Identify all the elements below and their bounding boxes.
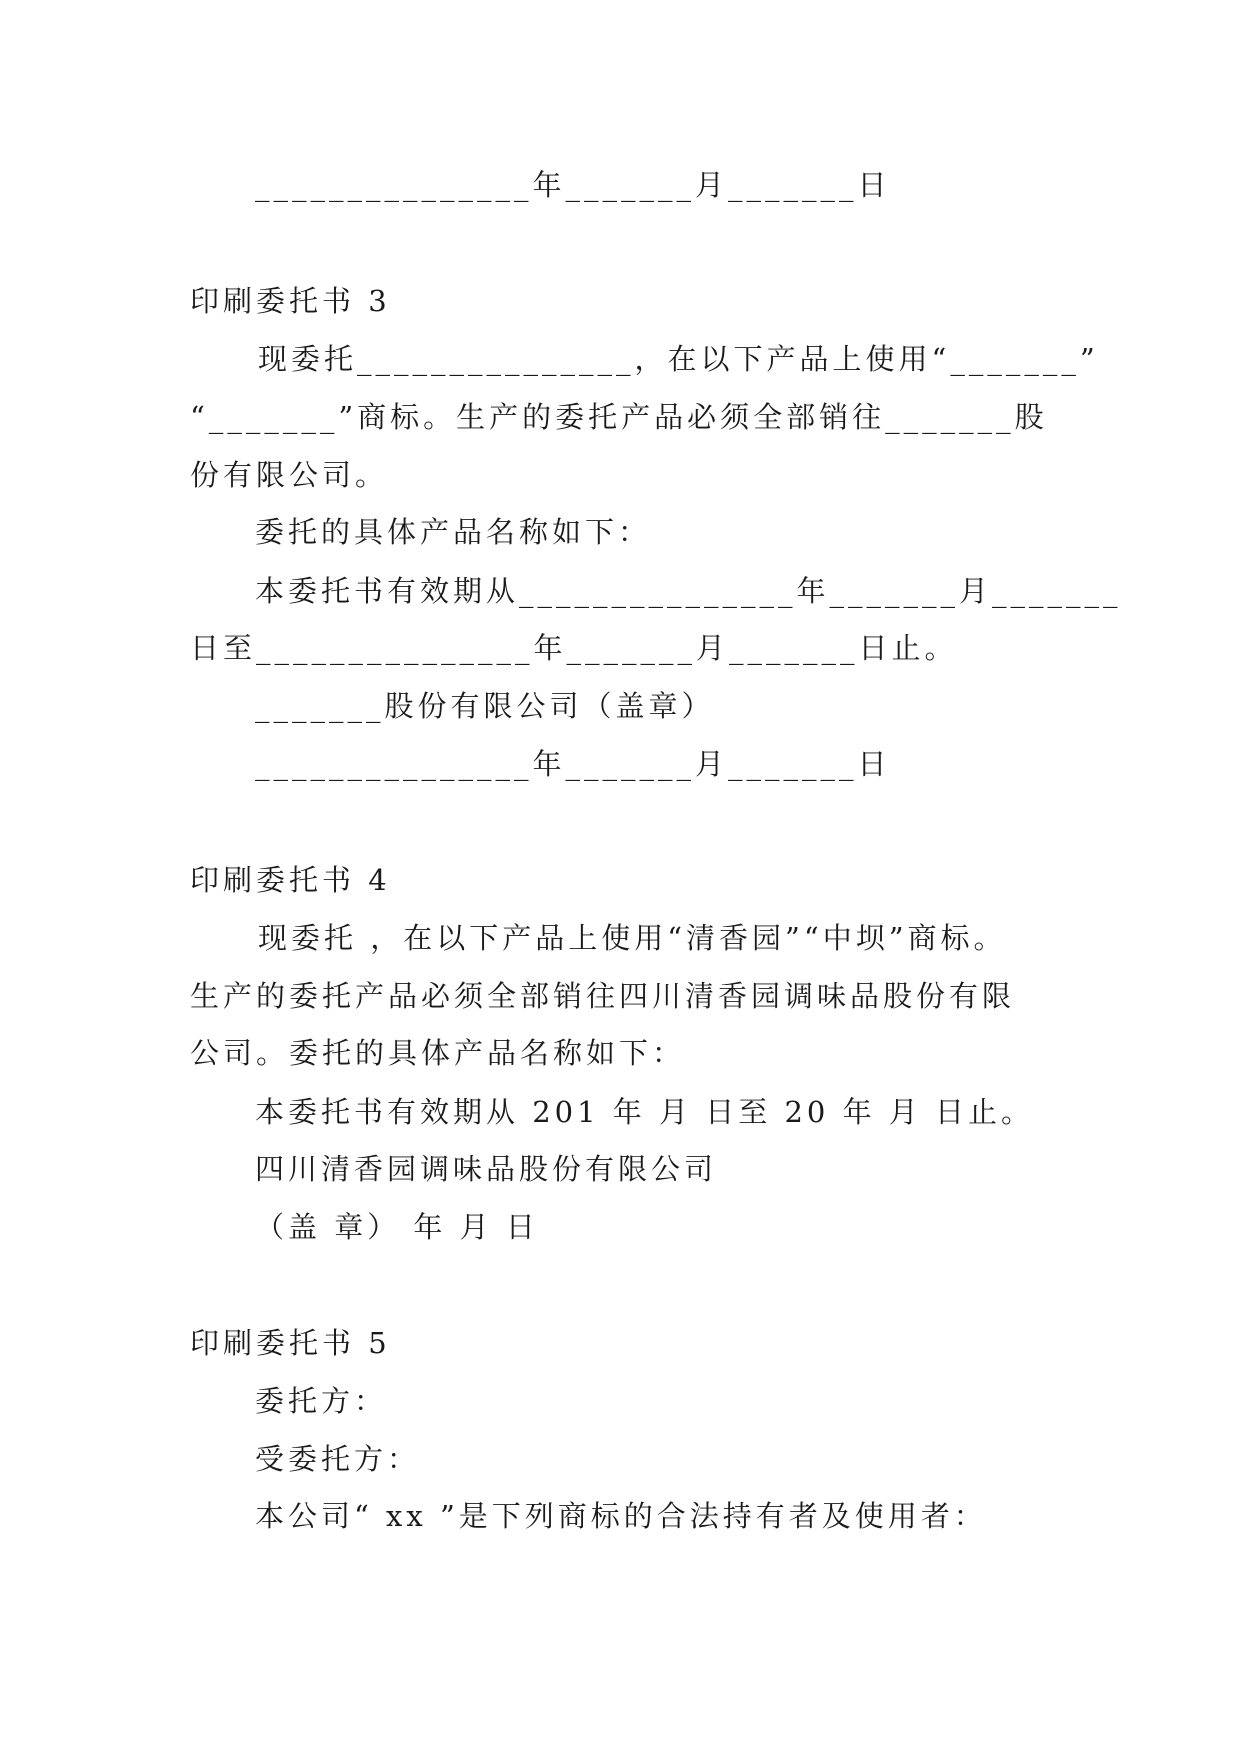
paragraph-line: 委托方： bbox=[255, 1384, 388, 1418]
section-heading: 印刷委托书 4 bbox=[190, 863, 391, 897]
paragraph-line: 受委托方： bbox=[255, 1442, 421, 1476]
paragraph-line: 本委托书有效期从_______________年_______月_______ bbox=[255, 574, 1122, 608]
paragraph-line: 本委托书有效期从 201 年 月 日至 20 年 月 日止。 bbox=[255, 1095, 1035, 1129]
seal-date-line: （盖 章） 年 月 日 bbox=[255, 1210, 539, 1244]
date-line: _______________年_______月_______日 bbox=[255, 168, 891, 202]
company-seal-line: _______股份有限公司（盖章） bbox=[255, 689, 715, 723]
paragraph-line: 公司。委托的具体产品名称如下： bbox=[190, 1036, 686, 1070]
company-line: 四川清香园调味品股份有限公司 bbox=[255, 1152, 718, 1186]
paragraph-line: 本公司“ xx ”是下列商标的合法持有者及使用者： bbox=[255, 1499, 987, 1533]
section-heading: 印刷委托书 3 bbox=[190, 284, 391, 318]
paragraph-line: 日至_______________年_______月_______日止。 bbox=[190, 631, 958, 665]
paragraph-line: “_______”商标。生产的委托产品必须全部销往_______股 bbox=[190, 400, 1048, 434]
section-heading: 印刷委托书 5 bbox=[190, 1326, 391, 1360]
paragraph-line: 委托的具体产品名称如下： bbox=[255, 515, 652, 549]
paragraph-line: 现委托 ，在以下产品上使用“清香园”“中坝”商标。 bbox=[258, 921, 1007, 955]
paragraph-line: 现委托_______________，在以下产品上使用“_______” bbox=[258, 342, 1099, 376]
date-line: _______________年_______月_______日 bbox=[255, 747, 891, 781]
paragraph-line: 份有限公司。 bbox=[190, 458, 389, 492]
paragraph-line: 生产的委托产品必须全部销往四川清香园调味品股份有限 bbox=[190, 979, 1016, 1013]
